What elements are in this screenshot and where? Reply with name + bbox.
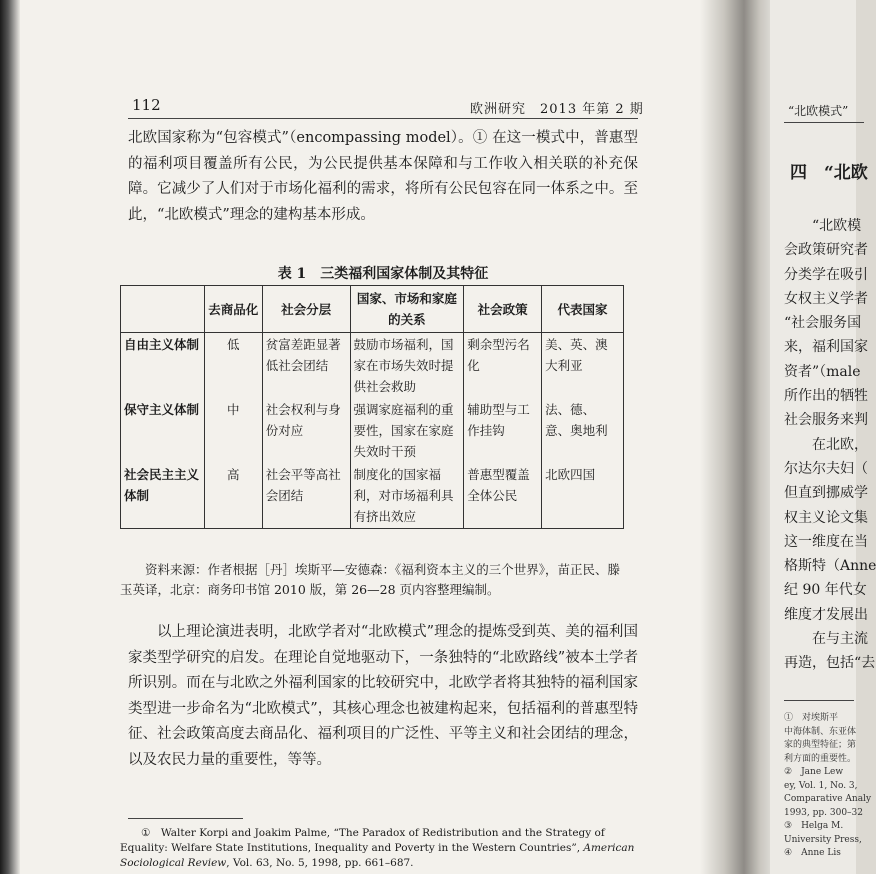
table-cell: 鼓励市场福利，国家在市场失效时提供社会救助 [350, 333, 464, 399]
table-header-cell: 国家、市场和家庭的关系 [350, 286, 464, 333]
right-line: 权主义论文集 [784, 509, 868, 526]
right-footnote-line: ① 对埃斯平 [784, 713, 839, 723]
right-footnotes [784, 712, 871, 861]
right-line: 在北欧， [812, 436, 868, 453]
table-cell: 贫富差距显著低社会团结 [262, 333, 350, 399]
welfare-regime-table [120, 285, 624, 529]
table-header-cell: 代表国家 [542, 286, 624, 333]
body-paragraph-text: 以上理论演进表明，北欧学者对“北欧模式”理念的提炼受到英、美的福利国家类型学研究的启发。在理论自觉地驱动下，一条独特的“北欧路线”被本土学者所识别。而在与北欧之外福利国家的比较研究中，北欧学者将其独特的福利国家类型进一步命名为“北欧模式”，其核心理念也被建构起来，包括福利的普惠型特征、社会政策高度去商品化、福利项目的广泛性、平等主义和社会团结的理念，以及农民力量的重要性，等等。 [128, 624, 638, 768]
right-line: 尔达尔夫妇（ [784, 460, 868, 477]
right-footnote-line: 利方面的重要性。 [784, 753, 857, 764]
footnote-text: ① Walter Korpi and Joakim Palme, “The Paradox of Redistribution and the Strategy of Equality: Welfare State Institutions, Inequality and Poverty in the Western Countries”, [120, 827, 605, 854]
right-line: 资者”（male [784, 363, 861, 380]
right-running-head: “北欧模式” [788, 104, 849, 118]
right-footnote-line: ey, Vol. 1, No. 3, [784, 780, 858, 791]
right-line: 会政策研究者 [784, 242, 868, 259]
table-title: 表 1 三类福利国家体制及其特征 [277, 266, 489, 282]
body-paragraph [128, 620, 638, 773]
table-cell: 高 [204, 463, 262, 529]
right-line: 分类学在吸引 [784, 266, 868, 283]
right-line: 维度才发展出 [784, 606, 868, 623]
table-cell: 辅助型与工作挂钩 [464, 398, 542, 463]
table-row [121, 463, 624, 529]
table-header-cell: 去商品化 [204, 286, 262, 333]
right-header-rule [784, 122, 864, 123]
book-gutter [700, 0, 780, 874]
table-cell: 北欧四国 [542, 463, 624, 529]
right-line: “社会服务国 [784, 315, 862, 332]
right-footnote-line: 家的典型特征；第 [784, 740, 857, 750]
table-row [121, 333, 624, 399]
table-cell: 社会民主主义体制 [121, 463, 205, 529]
table-row [121, 398, 624, 463]
table-cell: 社会权利与身份对应 [262, 398, 350, 463]
right-line: 纪 90 年代女 [784, 582, 867, 599]
table-cell: 美、英、澳大利亚 [542, 333, 624, 399]
footnote-tail: , Vol. 63, No. 5, 1998, pp. 661–687. [226, 857, 414, 869]
right-line: 这一维度在当 [784, 533, 868, 550]
running-head: 欧洲研究 2013 年第 2 期 [470, 102, 644, 117]
right-line: 女权主义学者 [784, 290, 868, 307]
right-line: 社会服务来判 [784, 412, 868, 429]
table-cell: 低 [204, 333, 262, 399]
table-source-note: 资料来源：作者根据［丹］埃斯平—安德森：《福利资本主义的三个世界》，苗正民、滕玉英译，北京：商务印书馆 2010 版，第 26—28 页内容整理编制。 [120, 562, 621, 597]
intro-paragraph [128, 126, 638, 228]
right-footnote-line: University Press, [784, 834, 862, 845]
table-header-cell [121, 286, 205, 333]
right-line: “北欧模 [812, 218, 862, 234]
right-line: 来，福利国家 [784, 339, 868, 356]
table-cell: 强调家庭福利的重要性，国家在家庭失效时干预 [350, 398, 464, 463]
footnote-rule [128, 818, 243, 819]
right-body-text [784, 214, 876, 676]
intro-paragraph-text: 北欧国家称为“包容模式”（encompassing model）。① 在这一模式中，普惠型的福利项目覆盖所有公民，为公民提供基本保障和与工作收入相关联的补充保障。它减少了人们对于市场化福利的需求，将所有公民包容在同一体系之中。至此，“北欧模式”理念的建构基本形成。 [128, 130, 638, 223]
right-footnote-line: ② Jane Lew [784, 767, 844, 777]
right-line: 再造，包括“去 [784, 655, 876, 672]
right-line: 在与主流 [812, 631, 868, 648]
right-footnote-line: 1993, pp. 300–32 [784, 807, 864, 818]
table-cell: 保守主义体制 [121, 398, 205, 463]
table-cell: 法、德、意、奥地利 [542, 398, 624, 463]
table-cell: 中 [204, 398, 262, 463]
right-line: 格斯特（Anne [784, 558, 876, 575]
right-footnote-line: ③ Helga M. [784, 821, 844, 831]
table-cell: 社会平等高社会团结 [262, 463, 350, 529]
table-header-cell: 社会政策 [464, 286, 542, 333]
right-footnote-line: ④ Anne Lis [784, 848, 841, 858]
table-cell: 剩余型污名化 [464, 333, 542, 399]
right-page [770, 0, 876, 874]
page-number: 112 [132, 96, 161, 114]
right-footnote-rule [784, 700, 854, 701]
footnote-journal: American Sociological Review [120, 842, 635, 869]
right-section-heading: 四 “北欧 [790, 163, 868, 183]
header-rule [128, 118, 638, 119]
table-header-cell: 社会分层 [262, 286, 350, 333]
right-line: 所作出的牺牲 [784, 388, 868, 405]
right-footnote-line: Comparative Analy [784, 794, 872, 804]
right-line: 但直到挪威学 [784, 485, 868, 502]
table-header-row [121, 286, 624, 333]
table-cell: 制度化的国家福利，对市场福利具有挤出效应 [350, 463, 464, 529]
table-cell: 普惠型覆盖全体公民 [464, 463, 542, 529]
page-edge-shadow [0, 0, 20, 874]
right-footnote-line: 中海体制、东亚体 [784, 726, 857, 737]
footnote [120, 826, 640, 871]
table-cell: 自由主义体制 [121, 333, 205, 399]
